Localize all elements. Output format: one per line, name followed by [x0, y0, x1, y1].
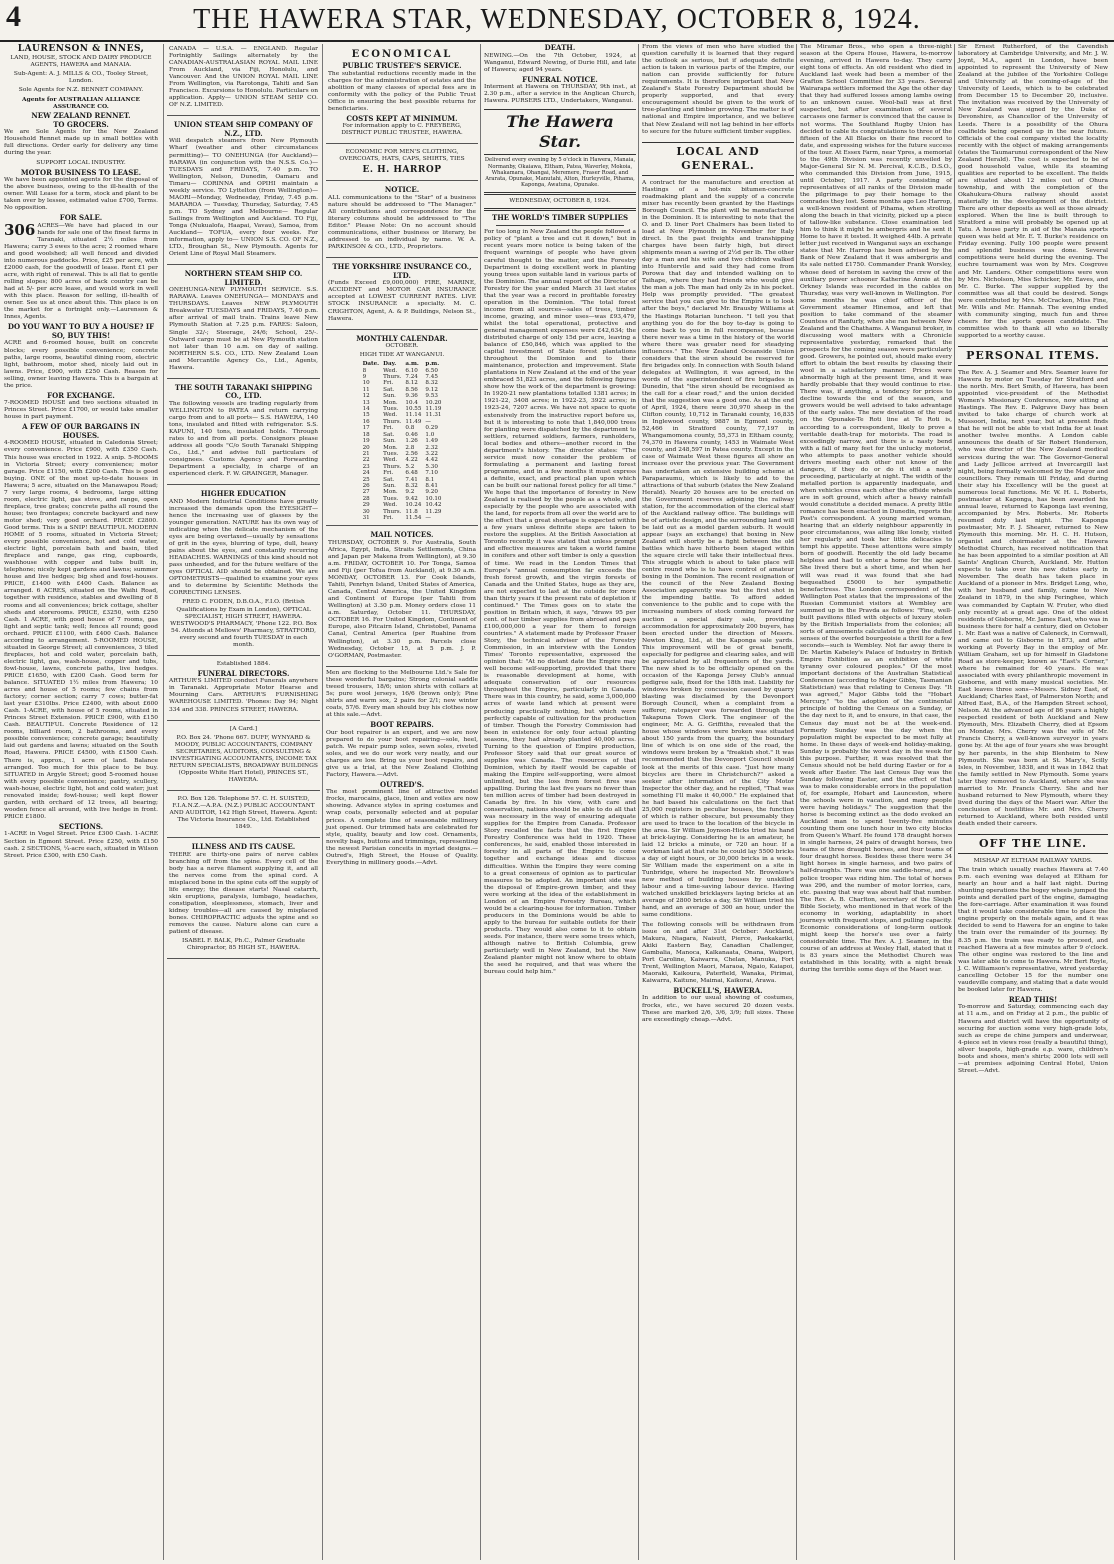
tide-column-header: Date. [362, 361, 380, 368]
calendar-month: OCTOBER. [385, 343, 419, 350]
tide-cell: 0.46 [405, 431, 418, 438]
local-general-body-2: The following consols will be withdrawn from issue on and after 31st October: Auckland, Makura, Niagara, Naisutt, Pierce, Paekakariki, Akiki Eastern Bay, Canadian Challenger, Gambalia, Manoca, Kalkanaata, Onana, Waipori, Port Caroline, Kaiwarra, Chelan, Manuka, Fort Trent, Wellington Maori, Maraoa, Ngaio, Kaiapoi, Maoraki, Kaikoura, Paterfield, Wanaka, Pirimai, Kaiwarra, Kaitune, Maimai, Kaikorai, Arawa. [642, 921, 794, 984]
union-heading: UNION STEAM SHIP COMPANY OF N.Z., LTD. [173, 120, 314, 138]
tide-cell: Thurs. [383, 463, 402, 470]
tide-cell: Sun. [383, 438, 396, 445]
tide-cell: Wed. [383, 502, 398, 509]
tide-cell: 9.2 [405, 489, 415, 496]
newspaper-title: THE HAWERA STAR, WEDNESDAY, OCTOBER 8, 1924. [193, 4, 921, 35]
northern-heading: NORTHERN STEAM SHIP CO. LIMITED. [184, 269, 303, 287]
tide-cell: 11.19 [425, 406, 442, 413]
calendar-heading: MONTHLY CALENDAR. [356, 333, 448, 343]
tide-cell: 5.2 [405, 463, 415, 470]
personal-items-heading: PERSONAL ITEMS. [958, 346, 1108, 366]
economical-heading: ECONOMICAL [351, 49, 453, 60]
page-number: 4 [6, 0, 21, 33]
tide-cell: 9.36 [405, 393, 418, 400]
exchange-heading: FOR EXCHANGE. [47, 390, 115, 400]
taranaki-heading: THE SOUTH TARANAKI SHIPPING CO., LTD. [174, 382, 313, 401]
tide-cell: 22 [362, 457, 370, 464]
foden-body: FRED C. FODEN, D.B.O.A., F.I.O. (British Qualifications by Exam in London), OPTICAL SPECIALIST, HIGH STREET, HAWERA. WESTWOOD'S PHARMACY, 'Phone 122. P.O. Box 54. Attends at Mellows' Pharmacy, STRATFORD, every second and fourth TUESDAY in each month. [170, 599, 317, 648]
harrop-ad [326, 147, 478, 181]
tide-column-header: p.m. [425, 361, 440, 368]
balk-body: ISABEL F. BALK, Ph.C., Palmer Graduate Chiropractor, 85 HIGH ST., HAWERA. [182, 938, 305, 952]
column-3 [322, 44, 481, 1560]
funeral-heading: FUNERAL DIRECTORS. [197, 668, 290, 678]
northern-body: ONEHUNGA-NEW PLYMOUTH SERVICE. S.S. RARAWA. Leaves ONEHUNGA— MONDAYS and THURSDAYS. Leaves NEW PLYMOUTH Breakwater TUESDAYS and FRIDAYS, 7.40 p.m. after arrival of mail train. Trains leave New Plymouth Station at 7.25 p.m. FARES: Saloon, Single 32/-; Steerage, 24/6; School, 25/-. Outward cargo must be at New Plymouth station not later than 10 a.m. on day of sailing. NORTHERN S.S. CO., LTD. New Zealand Loan and Mercantile Agency Co., Ltd., Agents, Hawera. [169, 287, 318, 371]
tide-cell: 2.56 [405, 450, 418, 457]
laurenson-sub: LAND, HOUSE, STOCK AND DAIRY PRODUCE AGENTS, HAWERA and MANAIA. [10, 55, 152, 69]
support-local: SUPPORT LOCAL INDUSTRY. [36, 159, 126, 166]
timber-heading: THE WORLD'S TIMBER SUPPLIES [491, 212, 628, 222]
duff-body: P.O. Box 24. 'Phone 667. DUFF, WYNYARD & MOODY, PUBLIC ACCOUNTANTS, COMPANY SECRETARIES, AUDITORS, CONSULTING & INVESTIGATING ACCOUNTANTS, INCOME TAX RETURN SPECIALISTS, BROADWAY BUILDINGS (Opposite White Hart Hotel), PRINCES ST., HAWERA. [169, 734, 318, 783]
tide-cell: 7.24 [405, 374, 418, 381]
tide-cell: Sun. [383, 393, 396, 400]
tide-cell: 20 [362, 444, 370, 451]
tide-cell: 0.29 [425, 425, 438, 432]
suisted-ad [167, 794, 320, 838]
illness-ad [167, 841, 320, 959]
established-line: Established 1884. [216, 660, 271, 667]
trustee-body: The substantial reductions recently made in the charges for the administration of estates and the abolition of many classes of special fees are in conformity with the policy of the Public Trust Office in ensuring the best possible returns for beneficiaries. [328, 70, 476, 112]
tide-column-header: Day. [383, 361, 397, 368]
tide-cell: 12 [362, 393, 370, 400]
tide-column-header: a.m. [405, 361, 419, 368]
tide-cell: Sat. [383, 431, 395, 438]
union-body: Will despatch steamers from New Plymouth Wharf (weather and other circumstances permitting)— TO ONEHUNGA (for Auckland)— RARAWA (in conjunction with the N.S.S. Co.)— TUESDAYS and FRIDAYS, 7.40 p.m. TO Wellington, Nelson, Dunedin, Oamaru and Timaru— CORINNA and OPIHI maintain a weekly service. TO Lyttelton (from Wellington)— MAORI—Monday, Wednesday, Friday, 7.45 p.m. MARAROA — Tuesday, Thursday, Saturday, 7.45 p.m. TO Sydney and Melbourne— Regular Sailings from Wellington and Auckland. TO Fiji, Tonga (Nukualofa, Haapai, Vavau), Samoa, from Auckland— TOFUA, every four weeks. For information, apply to— UNION S.S. CO. OF N.Z., LTD., Broughan St., New Plymouth. Agents for Orient Line of Royal Mail Steamers. [169, 138, 318, 258]
local-general-heading: LOCAL AND GENERAL. [642, 142, 794, 176]
dateline: WEDNESDAY, OCTOBER 8, 1924. [509, 197, 611, 204]
tide-cell: Thurs. [383, 508, 402, 515]
tide-cell: 10.55 [405, 406, 422, 413]
tide-cell: 5.30 [425, 463, 438, 470]
laurenson-subagent: Sub-Agent: A. J. MILLS & CO., Tooley Street, London. [13, 71, 149, 85]
tide-body [361, 368, 444, 522]
tide-cell: Wed. [383, 457, 398, 464]
tide-row [361, 515, 444, 521]
tide-cell: Fri. [383, 514, 394, 521]
tide-cell: Thurs. [383, 374, 402, 381]
costs-heading: COSTS KEPT AT MINIMUM. [346, 113, 458, 123]
illness-heading: ILLNESS AND ITS CAUSE. [191, 842, 296, 852]
outred-heading: OUTRED'S. [379, 779, 425, 789]
tide-cell: 2.8 [405, 444, 415, 451]
for-sale-heading: FOR SALE. [59, 213, 103, 223]
local-general-continued: The Miramar Bros., who open a three-night season at the Opera House, Hawera, to-morrow evening, arrived in Hawera to-day. They carry eight tons of effects. An old resident who died in Auckland last week had been a member of the Grafton School Committee for 33 years. Several Wairarapa settlers informed the Age the other day that they had suffered losses among lambs owing to an unknown cause. Wool-ball was at first suspected, but after examination of several carcases one farmer is convinced that the cause is not worms. The Southland Rugby Union has decided to cable its congratulations to three of the fifteen of the All Blacks on their fine record to date, and expressing wishes for the future success of the tour. At Essex Farm, near Ypres, a memorial to the 49th Division was recently unveiled by Major-General Sir N. M. Percival, K.C.B., D.S.O., who commanded this Division from June, 1915, until October, 1917. A party consisting of representatives of all ranks of the Division made the pilgrimage to pay their homage to the comrades they lost. Some months ago Leo Harrop, a well-known resident of Pihama, when strolling along the beach in that vicinity, picked up a piece of tallow-like substance. Close examination led him to think it might be ambergris and he sent it Home to have it tested. It weighed 44lb. A private letter just received in Wanganui says an exchange states that Mr. Harrop has been advised by the Bank of New Zealand that it was ambergris and its sale netted £1750. Commander Frank Worsley, whose deed of heroism in saving the crew of the auxiliary power schooner Katherine Annie at the Orkney Islands was recorded in the cables on Thursday, was very well-known in Wellington. For some months he was chief officer of the Government steamer Hinemoa, and left that position to take command of the steamer Countess of Ranfurly, when she ran between New Zealand and the Chathams. A Wanganui broker, in discussing wool matters with a Chronicle representative yesterday, remarked that the prospects for the coming season were particularly good. Growers, he pointed out, should make every effort to obtain the best results by classing their wool in a satisfactory manner. Prices were abnormally high at the present time, and it was hardly probable that they would continue to rise. There was, if anything, a tendency for prices to decline towards the end of the season, and growers would be well advised to take advantage of the early sales. The new deviation of the road on the Opunake-Te Roti line at Te Roti is, according to a correspondent, likely to prove a veritable death-trap for motorists. The road is exceedingly narrow, and there is a nasty bend with a fall of many feet for the unlucky motorist, who attempts to pass another vehicle should drivers meeting each other not know of the dangers, if they do or do it still a nasty proceeding, particularly at night. The width of the metalled portion is apparently inadequate, and when vehicles cross each other the offside wheels are in soft ground, which after a heavy rainfall would constitute a decided menace. A pretty little romance has been enacted in Dunedin, reports the Post's correspondent. A young married woman, hearing that an elderly neighbour apparently in poor circumstances, was ailing like lonely, visited her regularly and took her little delicacies to tempt his appetite. These attentions were simply born of goodwill. Recently the old lady became helpless and had to enter a home for the aged. She lived there but a short time, and when her will was read it was found that she had bequeathed £5000 to her sympathetic benefactress. The London correspondent of the Wellington Post states that the impressions of the Russian Communist visitors at Wembley are summed up in the Pravda as follows: "Fine, well-built pavilions filled with objects of luxury stolen by the British Imperialists from the colonies; all sorts of amusements calculated to give the dulled senses of the overfed bourgeoisie a thrill for a few seconds—such is Wembley. Not far away there is Dr. Martin Kabeley's Palace of Industry in British Empire Exhibition as an exhibition of white tyranny over coloured peoples." Of the most important decisions of the Australian Statistical Conference (according to Major Gibbs, Tasmanian Statistician) was that relating to Census Day. "It was agreed," Major Gibbs told the "Hobart Mercury," "to the adoption of the continental principle of holding the Census on a Sunday, or the day next to it, and to ensure, in that case, the Census day must not be at the week-end. Formerly Sunday was the day when the population might be expected to be most fully at home. In these days of week-end holiday-making, Sunday is probably the worst day in the week for this purpose. Further, it was resolved that the Census should not be held during Easter or for a week after Easter. The last Census Day was the Sunday following Easter, and the effect of that was to make considerable errors in the population of, for example, Hobart and Launceston, where the schools were in vacation, and many people were having holidays." The suggestion that the horse is becoming extinct as the dodo evoked an Auckland man to spend twenty-five minutes counting them one lunch hour in two city blocks from Queen's Wharf. He found 178 draught horses in single harness, 24 pairs of draught horses, two teams of three draught horses, and four teams of four draught horses. Besides these there were 34 light horses in single harness, and two pairs of half-draughts. There was one saddle-horse, and a police trooper was riding him. The total of horses was 296, and the number of motor lorries, cars, etc. passing that way was about half that number. The Rev. A. B. Charlton, secretary of the Sleigh Bible Society, who mentioned in that work of the economy in working, adaptability in short journeys with frequent stops, and pulling capacity. Economic considerations of long-term outlook might keep the horse's use over a fairly considerable time. The Rev. A. J. Seamer, in the course of an address at Wesley Hall, stated that it is 83 years since the Methodist Church was established in this locality, with a night break during the terrible some days of the Maori war. [800, 44, 952, 974]
tide-cell: Fri. [383, 425, 394, 432]
rennet-heading: NEW ZEALAND RENNET. [31, 111, 131, 121]
tide-cell: 8.32 [405, 482, 418, 489]
tide-cell: 31 [362, 514, 370, 521]
tide-cell: 11.29 [425, 508, 442, 515]
column-7 [954, 44, 1111, 1560]
funeral-ad [167, 659, 320, 721]
motor-body: We have been appointed agents for the disposal of the above business, owing to the ill-health of the owner. Will Lease for a term, stock and plant to be taken over by lessee, estimated value £700, Terms. No opposition. [4, 177, 158, 212]
illness-body: THERE are thirty-one pairs of nerve cables branching off from the spine. Every cell of the body has a nerve filament supplying it, and all the nerves come from the spinal cord. A misplaced bone in the spine cuts off the supply of life energy; the disease starts! Nasal catarrh, skin eruptions, paralysis, lumbago, headaches, constipation, sleeplessness, stomach, liver and kidney troubles—all are caused by misplaced bones. CHIROPRACTIC adjusts the spine and so removes the cause. Nature alone can cure a patient of disease. [169, 851, 318, 936]
tide-cell: 6.50 [425, 367, 438, 374]
tide-cell: 14 [362, 406, 370, 413]
tide-cell: 4.22 [405, 457, 418, 464]
tide-cell: 10.20 [425, 399, 442, 406]
taranaki-ad [167, 382, 320, 486]
tide-cell: Tues. [383, 495, 399, 502]
tide-cell: 21 [362, 450, 370, 457]
column-5 [638, 44, 797, 1560]
tide-cell: 9.53 [425, 393, 438, 400]
motor-heading: MOTOR BUSINESS TO LEASE. [20, 167, 142, 177]
funeral-notice-heading: FUNERAL NOTICE. [522, 74, 598, 84]
buckell-heading: BUCKELL'S, HAWERA. [673, 985, 763, 995]
tide-cell: 7.45 [425, 374, 438, 381]
tide-cell: 0.8 [405, 425, 415, 432]
funeral-body: ARTHUR'S LIMITED conduct Funerals anywhere in Taranaki. Appropriate Motor Hearse and Mourning Cars. ARTHUR'S FURNISHING WAREHOUSE LIMITED. 'Phones: Day 94; Night 334 and 338. PRINCES STREET, HAWERA. [169, 678, 318, 713]
trustee-heading: PUBLIC TRUSTEE'S SERVICE. [342, 61, 462, 70]
tide-cell: 28 [362, 495, 370, 502]
column-6 [796, 44, 955, 1560]
tide-cell: 1.26 [405, 438, 418, 445]
tide-heading: HIGH TIDE AT WANGANUI. [359, 352, 445, 359]
tide-cell: 8.12 [405, 380, 418, 387]
education-body: AND Modern Industrial Conditions have greatly increased the demands upon the EYESIGHT—hence the increasing use of glasses by the younger generation. NATURE has its own way of indicating when the delicate mechanism of the eyes are being overtaxed—usually by sensations of grit in the eyes, blurring of type, dull, heavy pains about the eyes, and constantly recurring HEADACHES. WARNINGS of this kind should not pass unheeded, and for the future welfare of the eyes OPTICAL AID should be obtained. We are OPTOMETRISTS—qualified to examine your eyes and to determine by Scientific Methods the CORRECTING LENSES. [169, 498, 318, 597]
melbourne-ad: Men are flocking to the Melbourne Ltd.'s Sale for these wonderful bargains; Strong colonial saddle tweed trousers, 18/6; union shirts with collars at 5s; pure wool jerseys, 16/6 (brown only); Pine shirts and warm sox, 2 pairs for 2/1; new winter coats, 57/6. Every man should buy his clothes now at this sale.—Advt. [326, 669, 478, 718]
tide-cell: 4.42 [425, 457, 438, 464]
tide-cell: Mon. [383, 444, 398, 451]
tide-cell: 10 [362, 380, 370, 387]
tide-cell: Tues. [383, 406, 399, 413]
page-columns [4, 44, 1110, 1560]
death-heading: DEATH. [544, 44, 576, 52]
buy-house-heading: DO YOU WANT TO BUY A HOUSE? IF SO, BUY THIS! [7, 322, 155, 340]
tide-cell: 10.24 [405, 502, 422, 509]
tide-cell: 10.4 [405, 399, 418, 406]
trustee-info: For information apply to C. FREYBERG, DISTRICT PUBLIC TRUSTEE, HAWERA. [341, 123, 463, 137]
tide-cell: Fri. [383, 380, 394, 387]
tide-cell: 8.1 [425, 476, 435, 483]
farm-listing-body: ACRES—We have had placed in our hands for sale one of the finest farms in Taranaki, situated 2½ miles from Hawera; carry 3 ewes to the acre; 2 roomed whare and good woolshed; all well fenced and divided into numerous paddocks. Price, £25 per acre, with £2000 cash, for the goodwill of lease. Rent £1 per acre, with right of renewal. This is all flat to gentle rolling slopes; 800 acres of back country can be had at 5/- per acre lease, and would work in well with this place. Reason for selling, ill-health of owner. See us at once about this. This place is on the market for a fortnight only.—Laurenson & Innes, Agents. [4, 222, 158, 321]
acres-number: 306 [4, 220, 36, 239]
mail-body: THURSDAY, OCTOBER 9. For Australia, South Africa, Egypt, India, Straits Settlements, China and Japan per Makena from Wellington), at 9.30 a.m. FRIDAY, OCTOBER 10. For Tonga, Samoa and Fiji (per Tofua from Auckland), at 9.30 a.m. MONDAY, OCTOBER 13. For Cook Islands, Tahiti, Penrhyn Island, United States of America, Canada, Central America, the United Kingdom and Continent of Europe (per Tahiti from Wellington) at 3.30 p.m. Money orders close 11 a.m. Saturday, October 11. THURSDAY, OCTOBER 16. For United Kingdom, Continent of Europe, also Pitcairn Island, Christobel, Panama Canal, Central America (per Ruahine from Wellington), at 3.30 p.m. Parcels close Wednesday, October 15, at 5 p.m. J. P. O'GORMAN, Postmaster. [328, 539, 476, 659]
tide-cell: 7.10 [425, 470, 438, 477]
grocers-heading: TO GROCERS. [53, 119, 109, 129]
northern-ad [167, 268, 320, 379]
farm-listing [4, 220, 158, 322]
tide-cell: 7.41 [405, 476, 418, 483]
tide-cell: 11.14 [405, 412, 422, 419]
local-general-body: A contract for the manufacture and erection at Hastings of a hot-mix bitumen-concrete roadmaking plant and the supply of a concrete mixer has recently been granted by the Hastings Borough Council. The plant will be manufactured in the Dominion. It is interesting to note that the O. and D. liner Port Chalmers has been listed to load at New Plymouth in November for Italy direct. In the past freights and transhipping charges have been fairly high, but direct shipments mean a saving of 2½d per lb. The other day a man and his wife and two children walked into Huntervile and said they had come from Porowa that day and intended walking on to Taihape, where they had friends who would give the man a job. The man had only 2s in his pocket. Help was promptly provided. "The greatest service that you can give to the Empire is to look after the boys," declared Mr. Brausby Williams at the Hastings Rotarian luncheon. "I tell you that anything you do for the boy to-day is going to come back to you in full recompense, because there never was a time in the history of the world where there was greater need for steadying influences." The New Zealand Oceanside Union considers that the siren should be reserved for fire brigades only. In connection with South Island delegates at Wellington, it was agreed, in the words of the superintendent of fire brigades in Dunedin, that "the siren should be recognised as the call for a clear road," and the union decided that the suggestion was a good one. As at the end of April, 1924, there were 30,970 sheep in the Clifton county, 10,712 in Taranaki county, 16,835 in Inglewood county, 9887 in Egmont county, 52,466 in Stratford county, 77,197 in Whangamomona county, 55,373 in Eltham county, 74,370 in Hawera county, 1453 in Waimate West county, and 248,597 in Patea county. Except in the case of Waimate West these figures all show an increase over the previous year. The Government has undertaken an extensive building scheme at Paraparaumu, which is likely to add to the attractions of that suburb (states the New Zealand Herald). Nearly 20 houses are to be erected on the Government reserves adjoining the railway station, for the accommodation of the clerical staff of the Auckland railway office. The buildings will be of artistic design, and the surrounding land will be laid out as a model garden suburb. It would appear (says an exchange) that boxing in New Zealand will shortly be a fight between the old battles which have hitherto been staged within the square circle will take their intellectual fires. This struggle which is about to take place will centre round who is to have control of amateur boxing in the Dominion. The recent resignation of the council of the New Zealand Boxing Association apparently was but the first shot in the impending battle. To afford added convenience to the public and to cope with the increasing numbers of stock coming forward for auction a special dairy sale, providing accommodation for approximately 200 buyers, has been erected under the direction of Messrs. Newton King, Ltd., at the Kaponga sale yards. This improvement will be of great benefit, especially for pedigree and clearing sales, and will be appreciated by all frequenters of the yards. The new shed is to be officially opened on the occasion of the Kaponga Jersey Club's annual pedigree sale, fixed for the 18th inst. Liability for windows broken by concussion caused by quarry blasting was disclaimed by the Devonport Borough Council, when a complaint from a sufferer, ratepayer was forwarded through the Takapuna Town Clerk. The engineer of the engineer, Mr. A. G. Griffiths, revealed that the house whose windows were broken was situated about 150 yards from the quarry, the boundary line of which is on one side of the road, the windows were broken by a "freakish shot." It was recommended that the Devonport Council should look at the merits of this case. "Just how many bicycles are there in Christchurch?" asked a seeker after information of the City Motor Inspector the other day, and he replied, "That was something I'll make it 40,000." He explained that he had based his calculations on the fact that 25,000 registers in peculiar houses, the function of which is rather obscure, but presumably they are used to trace to the location of the bicycle in the area. Sir William Joynson-Hicks tried his hand at brick-laying. Considering he is an amateur, he laid 12 bricks a minute, or 720 an hour. If a workman laid at that rate he could lay 5500 bricks a day of eight hours, or 30,000 bricks in a week. Sir William made the experiment on a site in Tunbridge, where he inspected Mr. Brownlow's new method of building houses by unskilled labour and a time-saving labour device. Having watched unskilled bricklayers laying bricks at an average of 2800 bricks a day, Sir William tried his hand, and an average of 300 an hour, under the same conditions. [642, 179, 794, 919]
exchange-body: 7-ROOMED HOUSE and two sections situated in Princes Street. Price £1700, or would take smaller house in part payment. [4, 400, 158, 421]
tide-cell: 24 [362, 470, 370, 477]
notice-heading: NOTICE. [384, 185, 420, 195]
canada-body: CANADA — U.S.A. — ENGLAND. Regular Fortnightly Sailings alternately by the CANADIAN-AUSTRALASIAN ROYAL MAIL LINE From Auckland, via Fiji, Honolulu, and Vancouver. And the UNION ROYAL MAIL LINE From Wellington, via Rarotonga, Tahiti and San Francisco. Excursions to Honolulu. Particulars on application. Apply— UNION STEAM SHIP CO. OF N.Z. LIMITED. [169, 46, 318, 109]
tide-cell: Fri. [383, 470, 394, 477]
hawera-star-flag: The Hawera Star. [484, 109, 636, 155]
tide-cell: 15 [362, 412, 370, 419]
tide-cell: 8.56 [405, 386, 418, 393]
tide-cell: 18 [362, 431, 370, 438]
buckell-body: In addition to our usual showing of costumes, frocks, etc., we have secured 20 dozen vests. These are marked 2/6, 3/6, 3/9; full sizes. These are exceedingly cheap.—Advt. [642, 995, 794, 1023]
tide-cell: Tues. [383, 450, 399, 457]
tide-cell: Sat. [383, 476, 395, 483]
tide-cell: 3.22 [425, 450, 438, 457]
tide-cell: 8.32 [425, 380, 438, 387]
canada-ad [167, 44, 320, 116]
boot-heading: BOOT REPAIRS. [370, 720, 434, 729]
tide-cell: 27 [362, 489, 370, 496]
tide-cell: Sun. [383, 482, 396, 489]
tide-cell: Sat. [383, 386, 395, 393]
boot-body: Our boot repairer is an expert, and we are now prepared to do your boot repairing—sole, heel, patch. We repair pump soles, sewn soles, riveted soles, and we do our work very neatly, and our charges are low. Bring us your boot repairs, and give us a trial, at the New Zealand Clothing Factory, Hawera.—Advt. [326, 729, 478, 778]
read-this-body: To-morrow and Saturday, commencing each day at 11 a.m., and on Friday at 2 p.m., the public of Hawera and district will have the opportunity of securing for auction some very high-grade lots, such as crepe de chine jumpers and underwear, 4-piece set in views rose (really a beautiful thing), silver teapots, high-grade e.p. ware, children's boots and shoes, men's shirts; 2000 lots will sell—at premises adjoining Central Hotel, Union Street.—Advt. [958, 1004, 1109, 1074]
tide-cell: Mon. [383, 399, 398, 406]
tide-cell: 9.12 [425, 386, 438, 393]
delivery-note: Delivered every evening by 5 o'clock in Hawera, Manaia, Normanby, Okaiawa, Eltham, Patea, Waverley, Mokoia, Whakamara, Ohangai, Meremere, Fraser Road, and Ararata, Opunake, Manutahi, Alton, Hurleyville, Pihama, Kaponga, Awatuna, Opunake. [484, 157, 636, 189]
bargains-body: 4-ROOMED HOUSE, situated in Caledonia Street; every convenience. Price £900, with £350 Cash. This house was erected in 1922. A snip. 5-ROOMS in Victoria Street; every convenience; motor garage. Price £1150, with £200 Cash. This is good buying. ONE of the most up-to-date houses in Hawera; 5 acre, situated on the Manawapou Road; 7 very large rooms, 4 bedrooms, large sitting room, electric light, gas stove, and range, open fireplace, tree grates; concrete paths all round the house; two frontages; concrete backyard and new motor shed; very good orchard. PRICE £2800. Good terms. This is a SNIP! BEAUTIFUL MODERN HOME of 5 rooms, situated in Victoria Street; every possible convenience, hot and cold water, electric light, porcelain bath and basin, tiled fireplace and range, gas ring, cupboards, washhouse with copper and tubs built in, telephone; nicely kept gardens and lawns; summer house and live hedges; big shed and fowl-houses. PRICE, £1400 with £400 Cash. Balance as arranged. 6 ACRES, situated on the Waihi Road, together with residence, stables and dwelling of 8 rooms and all conveniences; brick cottage, shelter sheds and storerooms. PRICE, £3250, with £250 Cash. 1 ACRE, with good house of 7 rooms, gas light and septic tank; well; fences all round; good orchard. PRICE £1100, with £400 Cash. Balance according to arrangement. 5-ROOMED HOUSE, situated in George Street; all conveniences, 3 tiled fireplaces, hot and cold water, porcelain bath, electric light, gas, wash-house, copper and tubs, fowl-house, lawns, concrete paths, live hedges. PRICE £1650, with £200 Cash. Good term for balance. SITUATED 1½ miles from Hawera; 10 acres and house of 5 rooms; few chains from factory; corner section; carry 7 cows; butter-fat last year £310lbs. Price £2400, with about £600 Cash. 1-ACRE, with house of 5 rooms, situated in Princes Street Extension. PRICE £900, with £150 Cash. BEAUTIFUL Concrete Residence of 12 rooms, billiard room, 2 bathrooms, and every possible convenience; concrete garage; beautifully laid out gardens and lawns; situated on the South Road, Hawera. PRICE £4500, with £1500 Cash. There is, approx., 1 acre of land. Balance arranged. Too much for this place to be buy. SITUATED in Argyle Street; good 5-roomed house with every possible convenience; pantry, scullery, wash-house, electric light, hot and cold water; just renovated inside; fowl-house; well kept flower garden, with orchard of 12 trees, all bearing; wooden fence all around, with live hedge in front. PRICE £1800. [4, 440, 158, 820]
death-body: NEWING.—On the 7th October, 1924, at Wanganui, Edward Newing, of Durie Hill, and late of Hawera; aged 94 years. [484, 52, 636, 73]
tide-cell: 1.0 [425, 431, 435, 438]
tide-cell: 17 [362, 425, 370, 432]
education-ad [167, 488, 320, 655]
card-label: [A Card.] [229, 725, 258, 732]
laurenson-agents-for: Agents for AUSTRALIAN ALLIANCE ASSURANCE CO. [22, 96, 140, 111]
column-2 [163, 44, 323, 1560]
tide-cell: 10.10 [425, 495, 442, 502]
tide-cell: 19 [362, 438, 370, 445]
funeral-notice-body: Interment at Hawera on THURSDAY, 9th inst., at 2.30 p.m., after a service in the Anglican Church, Hawera. PURSERS LTD., Undertakers, Wanganui. [484, 84, 636, 105]
duff-ad [167, 724, 320, 791]
off-the-line-subheading: MISHAP AT ELTHAM RAILWAY YARDS. [973, 858, 1093, 865]
tide-cell: 23 [362, 463, 370, 470]
taranaki-body: The following vessels are trading regularly from WELLINGTON to PATEA and return carrying cargo from and to all ports— S.S. HAWERA, 140 tons, insulated and fitted with refrigerator. S.S. KAPUNI, 140 tons, insulated holds. Through rates to and from all ports. Consignors please address all goods "C/o South Taranaki Shipping Co., Ltd.," and advise full particulars of consignees. Customs Agency and Forwarding Department a specialty, in charge of an experienced clerk. F. W. GRAINGER, Manager. [169, 400, 318, 478]
tide-cell: 16 [362, 418, 370, 425]
bargains-heading: A FEW OF OUR BARGAINS IN HOUSES. [22, 422, 140, 440]
yorkshire-ad [326, 261, 478, 329]
tide-cell: 11.31 [425, 412, 442, 419]
calendar-block [326, 333, 478, 527]
tide-cell: 8.41 [425, 482, 438, 489]
tide-cell: — [425, 418, 432, 425]
notice-ad [326, 184, 478, 258]
column-4 [480, 44, 639, 1560]
masthead [0, 0, 1114, 42]
tide-cell: 25 [362, 476, 370, 483]
sections-heading: SECTIONS. [58, 821, 104, 831]
tide-cell: Wed. [383, 367, 398, 374]
column-1 [4, 44, 161, 1560]
tide-cell: Wed. [383, 412, 398, 419]
tide-cell: 11.49 [405, 418, 422, 425]
tide-cell: Mon. [383, 489, 398, 496]
laurenson-title: LAURENSON & INNES, [17, 44, 145, 54]
harrop-heading: ECONOMIC FOR MEN'S CLOTHING, OVERCOATS, HATS, CAPS, SHIRTS, TIES [339, 149, 465, 163]
notice-body: ALL communications to the "Star" of a business nature should be addressed to "The Manager." All contributions and correspondence for the literary columns should be addressed to "The Editor." Please Note: On no account should communications, either business or literary, be addressed to an individual by name. W. A. PARKINSON & CO., LTD., Proprietors. [328, 194, 476, 251]
tide-cell: 29 [362, 502, 370, 509]
tide-cell: 2.32 [425, 444, 438, 451]
yorkshire-body: (Funds Exceed £9,000,000) FIRE, MARINE, ACCIDENT and MOTOR CAR INSURANCE accepted at LOWEST CURRENT RATES. LIVE STOCK INSURANCE a specialty. M. C. CRIGHTON, Agent, A. & P. Buildings, Nelson St., Hawera. [328, 280, 476, 322]
off-the-line-heading: OFF THE LINE. [958, 834, 1108, 854]
laurenson-sole-agents: Sole Agents for N.Z. BENNET COMPANY. [18, 87, 144, 94]
tide-cell: 6.10 [405, 367, 418, 374]
read-this-heading: READ THIS! [1008, 994, 1058, 1004]
yorkshire-heading: THE YORKSHIRE INSURANCE CO., LTD. [332, 262, 472, 280]
tide-cell: 1.49 [425, 438, 438, 445]
education-heading: HIGHER EDUCATION [200, 489, 287, 499]
off-the-line-body: The train which usually reaches Hawera at 7.40 p.m. each evening was delayed at Eltham for nearly an hour and a half last night. During shunting operations the bogey wheels jumped the points and derailed part of the engine, damaging the fore-carriage. After examination it was found that it would take considerable time to place the engine properly on the metals again, and it was decided to send to Hawera for an engine to take the train over the remainder of its journey. By 8.35 p.m. the train was ready to proceed, and reached Hawera at a few minutes after 9 o'clock. The other engine was restored to the line and was later able to come to Hawera. Mr Bert Royle, J. C. Williamson's representative, wired yesterday cancelling October 15 for the number one vaudeville company, and stating that a date would be booked later for Hawera. [958, 867, 1108, 993]
tide-cell: 11 [362, 386, 370, 393]
tide-cell: 11.54 [405, 514, 422, 521]
tide-cell: 13 [362, 399, 370, 406]
public-trustee-ad [326, 44, 478, 144]
harrop-name: E. H. HARROP [362, 165, 442, 176]
tide-cell: 10.42 [425, 502, 442, 509]
mail-notices [326, 529, 478, 666]
tide-cell: 9.20 [425, 489, 438, 496]
tide-cell: Thurs. [383, 418, 402, 425]
tide-cell: 8 [362, 367, 367, 374]
union-ad [167, 119, 320, 265]
tide-table [361, 361, 444, 521]
tide-cell: 30 [362, 508, 370, 515]
timber-continued: From the views of men who have studied the question carefully it is learned that they regard the outlook as serious, but if adequate definite action is taken in various parts of the Empire, our nation can provide sufficiently for future requirements. It is therefore important that New Zealand's State Forestry Department should be properly supported, and that every encouragement should be given to the work of tree-planting and timber growing. The matter is of national and Empire importance, and we believe that New Zealand will not lag behind in her efforts to secure for the future sufficient timber supplies. [642, 44, 794, 135]
personal-items-body: The Rev. A. J. Seamer and Mrs. Seamer leave for Hawera by motor on Tuesday for Stratford and the north. Mrs. Bert Smith, of Hawera, has been appointed vice-president of the Methodist Women's Missionary Conference, now sitting at Hastings. The Rev. E. Palgrave Davy has been invited to take charge of church work at Mussoori, India, next year, but at present finds that he will not be able to visit India for at least another twelve months. A London cable announces the death of Sir Robert Henderson, who was director of the New Zealand medical services during the war. The Governor-General and Lady Jellicoe arrived at Invercargill last night, being formally welcomed by the Mayor and councillors. They remain till Friday, and during their stay his Excellency will be the guest at numerous local functions. Mr. W. H. L. Roberts, postmaster at Kaponga, has been awarded his annual leave, returned to Kaponga last evening, accompanied by Mrs. Roberts. Mr. Roberts resumed duty last night. The Kaponga postmaster, Mr. F. J. Shearer, returned to New Plymouth this morning. Mr. H. C. H. Hutson, organist and choirmaster at the Hawera Methodist Church, has received notification that he has been appointed to a similar position at All Saints' Anglican Church, Auckland. Mr. Hutton expects to take over his new duties early in November. The death has taken place in Auckland of a pioneer in Mrs. Bridget Long, who, with her husband and family, came to New Zealand in 1879, in the ship Feringhee, which was commanded by Captain W. Fruter, who died only recently at a great age. One of the oldest residents of Gisborne, Mr. James East, who was in business there for half a century, died on October 1. Mr. East was a native of Caleneck, in Cornwall, and came out to Gisborne in 1873, and after working at Poverty Bay in the employ of Mr. William Graham, set up for himself in Gladstone Road as store-keeper, known as "East's Corner," where he remained for 40 years. He was associated with every philanthropic movement in Gisborne, and with many musical societies. Mr. East leaves three sons—Messrs. Sidney East, of Auckland; Charles East, of Palmerston North; and Alfred East, B.A., of the Hampden Street school, Nelson. At the advanced age of 86 years a highly respected resident of both Auckland and New Plymouth, Mrs. Elizabeth Cherry, died at Epsom on Monday. Mrs. Cherry was the wife of Mr. Francis Cherry, a well-known surveyor in years gone by. At the age of four years she was brought by her parents, in the ship Blenheim to New Plymouth. She was born at St. Mary's, Scilly Isles, in November, 1838, and it was in 1842 that the family settled in New Plymouth. Some years later they removed to Auckland, where she was married to Mr. Francis Cherry. She and her husband returned to New Plymouth, where they lived during the days of the Maori war. After the conclusion of hostilities Mr. and Mrs. Cherry returned to Auckland, where both resided until death ended their careers. [958, 369, 1109, 827]
tide-cell: — [425, 514, 432, 521]
tide-cell: 9 [362, 374, 367, 381]
grocers-body: We are Sole Agents for the New Zealand Household Rennet made up in small bottles with full directions. Order early for delivery any time during the year. [4, 129, 158, 157]
tide-cell: 9.42 [405, 495, 418, 502]
tide-cell: 6.48 [405, 470, 418, 477]
outred-body: The most prominent line of attractive model frocks, marocains, glace, linen and voiles are now showing. Advance styles in spring costumes and wrap coats, personally selected and at popular prices. A complete line of seasonable millinery just opened. Our trimmed hats are celebrated for style, quality, beauty and low cost. Ornaments, novelty bags, buttons and trimmings, representing the newest Parisian conceits in myriad designs.—Outred's, High Street, the House of Quality. Everything in millinery goods.—Advt. [326, 789, 478, 866]
tide-cell: 11.8 [405, 508, 418, 515]
buy-house-body: ACRE and 6-roomed house, built on concrete blocks; every possible convenience; concrete paths, large rooms, beautiful dining room, electric light, bathroom, motor shed, nicely laid out in lawns. Price, £900, with £250 Cash. Reason for selling, owner leaving Hawera. This is a bargain at the price. [4, 340, 158, 389]
timber-body: For too long in New Zealand the people followed a policy of "plant a tree and cut it down," but in recent years more notice is being taken of the frequent warnings of people who have given careful thought to the matter, and the Forestry Department is doing excellent work in planting young trees upon suitable land in various parts of the Dominion. The annual report of the Director of Forestry for the year ended March 31 last states that the year was a record in profitable forestry operation in the Dominion. "The total forest income from all sources—sales of trees, timber income, grazing, and minor uses—was £93,479, whilst the total operational, protective and general management expenses were £42,634; the distributed charge of only 15d per acre, leaving a balance of £50,846, which was applied to the capital investment of State forest plantations throughout the Dominion and to their maintenance, protection and improvement. State plantations in New Zealand at the end of the year embraced 51,823 acres, and the following figures show how the work of the department is growing: In 1920-21 new plantations totalled 1381 acres; in 1921-22, 3408 acres; in 1922-23, 3922 acres; in 1923-24, 7207 acres. We have not space to quote extensively from the instructive report before us, but it is interesting to note that 1,840,000 trees for planting were dispatched by the department to settlers, returned soldiers, farmers, runholders, local bodies and others—another record in the department's history. The director states: "The service must now consider the problem of formulating a permanent and lasting forest programme, and in a few months it must express a definite, exact, and practical plan upon which can be built our national forest policy for all time." We hope that the importance of forestry in New Zealand is realised by the people as a whole, and especially by the people who are associated with the land, for reports from all over the world are to the effect that a great shortage is expected within a few years unless definite steps are taken to restore the supplies. At the British Association at Toronto recently it was stated that unless prompt and effective measures are taken a world famine in conifers and other soft timber is only a question of time. We read in the London Times that Europe's "annual consumption far exceeds the fresh forest growth, and the virgin forests of Canada and the United States, huge as they are, are not expected to last at the outside for more than thirty years if the present rate of depletion if continued." The Times goes on to state the position in Britain which, it says, "draws 95 per cent. of her timber supplies from abroad and pays £100,000,000 a year for them to foreign countries." A statement made by Professor Fraser Story, the technical adviser of the Forestry Commission, in an interview with the London Times' Toronto representative, expressed the opinion that: "At no distant date the Empire may well become self-supporting, provided that there is reasonable development at home, with adequate conservation of our resources throughout the Empire, particularly in Canada. There was in this country, he said, some 3,000,000 acres of waste land which at present were producing practically nothing, but which were perfectly capable of cultivation for the production of timber. Though the Forestry Commission had been in existence for only four actual planting seasons, they had already planted 40,000 acres. Turning to the question of Empire production, Professor Story said that our great source of supplies was Canada. The resources of that Dominion, which by itself would be capable of making the Empire self-supporting, were almost unlimited, but the loss from forest fires was appalling. During the last five years no fewer than ten million acres of timber had been destroyed in Canada by fire. In his view, with care and conservation, nations should be able to do all that was necessary in the way of ensuring adequate supplies for the Empire from Canada. Professor Story recalled the facts that the first Empire Forestry Conference was held in 1920. These conferences, he said, enabled those interested in forestry in all parts of the Empire to come together and exchange ideas and discuss difficulties. Within the Empire they were coming to a great consensus of opinion as to particular measures to be adopted. An important side was the disposal of Empire-grown timber, and they were working at the idea of the establishment in London of an Empire Forestry Bureau, which would be a clearing-house for information. Timber producers in the Dominions would be able to apply to the bureau for suitable outlets for their products. They would also come to it to obtain seeds. For instance, there were some trees which, although native to British Columbia, grew particularly well in New Zealand, but the New Zealand planter might not know where to obtain the seed he required, and that was where the bureau could help him." [484, 229, 636, 976]
suisted-body: P.O. Box 126. Telephone 57. C. H. SUISTED, F.I.A.N.Z.—A.P.A. (N.Z.) PUBLIC ACCOUNTANT AND AUDITOR, 142 High Street, Hawera. Agent: The Victoria Insurance Co., Ltd. Established 1849. [169, 795, 318, 831]
column-7-body: Sir Ernest Rutherford, of the Cavendish laboratory at Cambridge University, and Mr. J. W. Joynt, M.A., agent in London, have been appointed to represent the University of New Zealand at the jubilee of the Yorkshire College and University at the coming-of-age of the University of Leeds, which is to be celebrated from December 15 to December 20, inclusive. The invitation was received by the University of New Zealand was signed by the Duke of Devonshire, as Chancellor of the University of Leeds. There is a possibility of the Ohura coalfields being opened up in the near future. Officials of the coal company visited the locality recently with the object of making arrangements (states the Taumarunui correspondent of the New Zealand Herald). The cost is expected to be of good household value, while its steaming qualities are reported to be excellent. The fields are situated about 12 miles out of Ohura township, and with the completion of the Okahukura-Ohura railway should assist materially in the development of the district. There are other deposits as well as those already explored. When the line is built through to Stratford a mine will probably be opened up at Tatu. A house party in aid of the Manaia sports queen was held at Mr. E. T. Burke's residence on Friday evening. Fully 100 people were present and splendid business was done. Several competitions were held during the evening. The euchre tournament was won by Mrs. Cosgrove and Mr. Landers. Other competitions were won by Mrs. Nicholson, Miss Schicker, Mr. Eaves, and Mr. C. Burke. The supper supplied by the committee was all that could be desired. Songs were contributed by Mrs. McCracken, Miss Fine, Mr. Wills and Mr. Hannah. The evening ended with community singing, much fun and three cheers for the sports queen candidate. The committee wish to thank all who so liberally supported to a worthy cause. [958, 44, 1108, 339]
sections-body: 1-ACRE in Vogel Street. Price £300 Cash. 1-ACRE Section in Egmont Street. Price £250, with £150 cash. 2 SECTIONS, ¼-acre each, situated in Wilson Street. Price £300, with £50 Cash. [4, 831, 158, 859]
tide-cell: 26 [362, 482, 370, 489]
mail-heading: MAIL NOTICES. [370, 530, 434, 540]
